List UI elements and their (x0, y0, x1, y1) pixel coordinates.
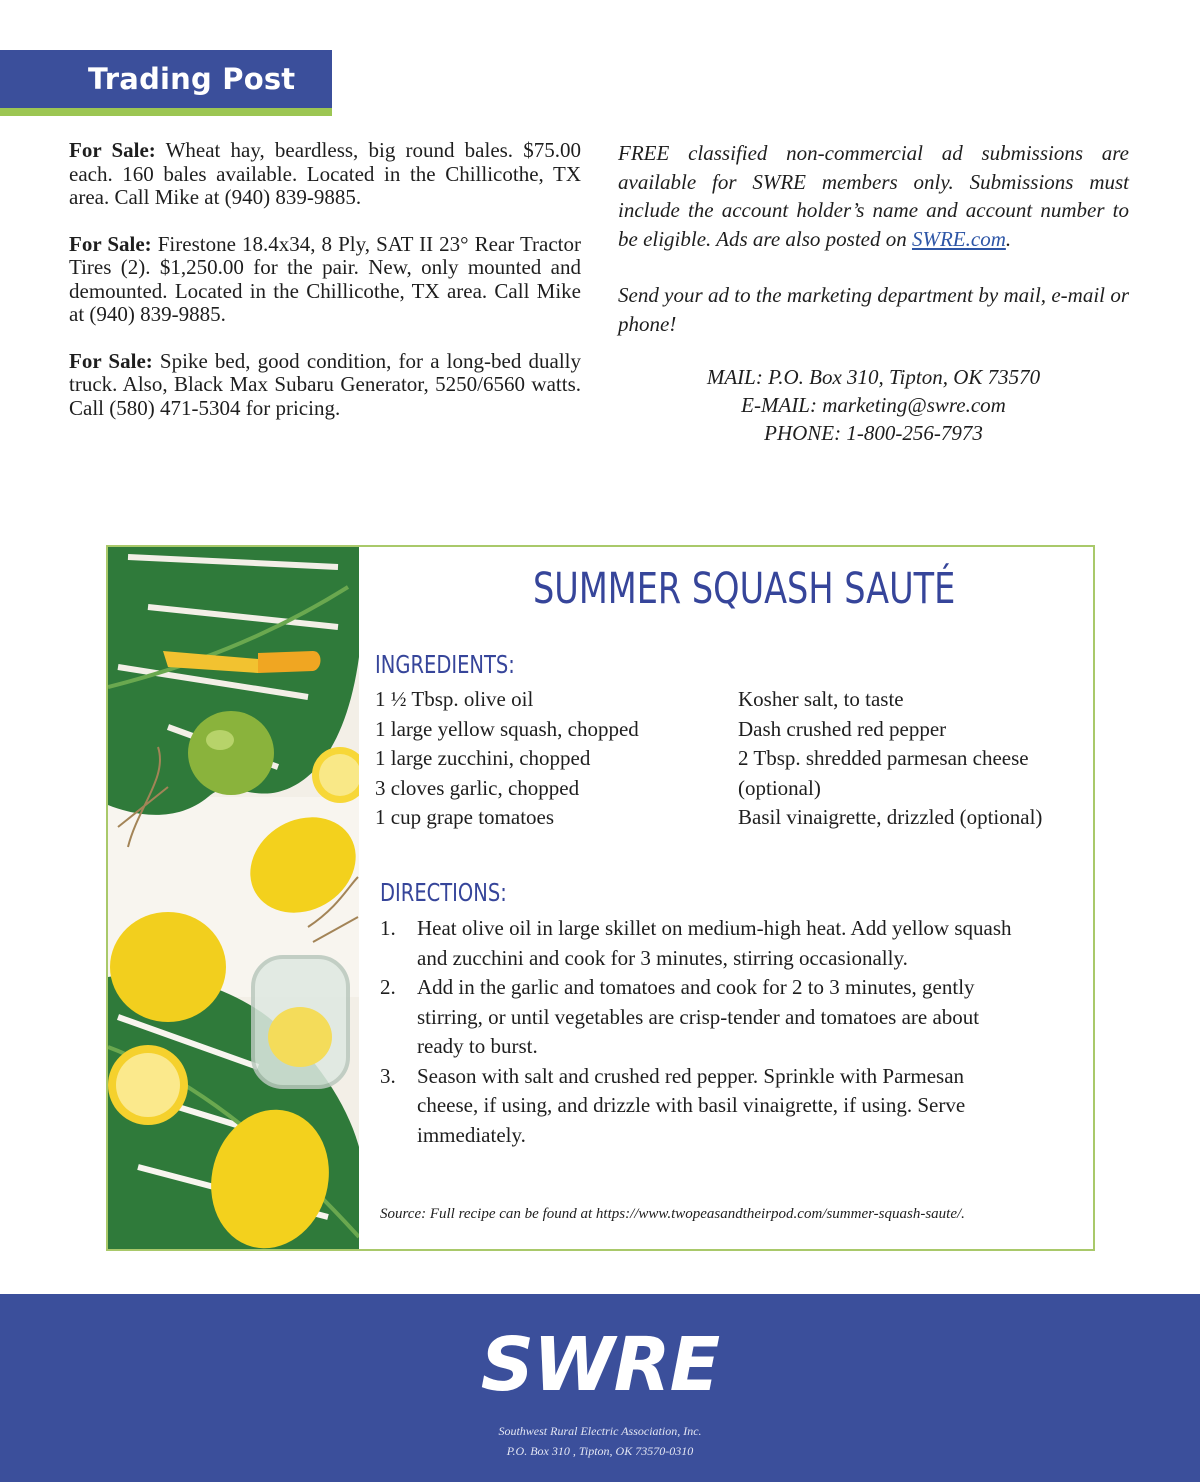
ad-text: Spike bed, good condition, for a long-bed dually truck. Also, Black Max Subaru Generator, 5250/6560 watts. Call (580) 471-5304 for pricing. (69, 348, 581, 420)
ingredient-item: 3 cloves garlic, chopped (375, 775, 580, 800)
contact-block (618, 363, 1129, 447)
step-line: Season with salt and crushed red pepper. Sprinkle with Parmesan (417, 1063, 965, 1088)
submission-info (618, 139, 1129, 338)
ingredient-item: Dash crushed red pepper (738, 716, 947, 741)
direction-step (380, 914, 1092, 973)
ad-label: For Sale: (69, 348, 153, 373)
step-line: Add in the garlic and tomatoes and cook for 2 to 3 minutes, gently (417, 975, 975, 999)
ingredients-left (375, 685, 639, 833)
ingredient-item: 1 large yellow squash, chopped (375, 716, 639, 741)
header-accent-stripe (0, 108, 332, 116)
step-number: 2. (380, 975, 396, 999)
direction-step (380, 973, 1092, 1062)
mail-address: MAIL: P.O. Box 310, Tipton, OK 73570 (706, 365, 1041, 389)
step-line: Heat olive oil in large skillet on medium-high heat. Add yellow squash (417, 916, 1012, 940)
phone-number: PHONE: 1-800-256-7973 (764, 421, 983, 445)
ingredients-heading: INGREDIENTS: (375, 650, 515, 679)
ingredient-item: (optional) (738, 775, 821, 800)
ad-label: For Sale: (69, 231, 152, 256)
ingredient-item: 2 Tbsp. shredded parmesan cheese (738, 746, 1029, 770)
footer (0, 1294, 1200, 1482)
directions-heading: DIRECTIONS: (380, 878, 507, 907)
ad-label: For Sale: (69, 138, 156, 162)
footer-address: P.O. Box 310 , Tipton, OK 73570-0310 (506, 1444, 694, 1458)
recipe-title: SUMMER SQUASH SAUTÉ (533, 564, 956, 614)
step-line: cheese, if using, and drizzle with basil vinaigrette, if using. Serve (417, 1093, 966, 1117)
ad-text: Wheat hay, beardless, big round bales. $75.00 each. 160 bales available. Located in the Chillicothe, TX area. Call Mike at (940) 839-9885. (69, 138, 581, 209)
step-number: 3. (380, 1063, 396, 1088)
step-line: immediately. (417, 1122, 526, 1147)
step-line: stirring, or until vegetables are crisp-tender and tomatoes are about (417, 1004, 980, 1029)
ingredient-item: 1 ½ Tbsp. olive oil (375, 687, 534, 711)
submission-intro (618, 139, 1129, 253)
classified-ads (69, 139, 581, 443)
classified-ad (69, 350, 581, 421)
classified-ad (69, 233, 581, 327)
intro-text: FREE classified non-commercial ad submissions are available for SWRE members only. Submissions must include the account holder’s name and account number to be eligible. Ads are also posted on (618, 141, 1129, 251)
step-line: ready to burst. (417, 1034, 538, 1058)
send-instructions: Send your ad to the marketing department by mail, e-mail or phone! (618, 283, 1129, 336)
section-title: Trading Post (88, 62, 296, 96)
recipe-source: Source: Full recipe can be found at https://www.twopeasandtheirpod.com/summer-squash-saute/. (380, 1206, 965, 1222)
ad-text: Firestone 18.4x34, 8 Ply, SAT II 23° Rear Tractor Tires (2). $1,250.00 for the pair. New, only mounted and demounted. Located in the Chillicothe, TX area. Call Mike at (940) 839-9885. (69, 231, 581, 326)
ingredient-item: Basil vinaigrette, drizzled (optional) (738, 805, 1043, 829)
ingredient-item: Kosher salt, to taste (738, 687, 904, 711)
step-line: and zucchini and cook for 3 minutes, stirring occasionally. (417, 945, 908, 970)
swre-link[interactable]: SWRE.com (911, 226, 1006, 251)
recipe-photo (108, 547, 359, 1249)
ingredient-item: 1 cup grape tomatoes (375, 805, 555, 829)
ingredient-item: 1 large zucchini, chopped (375, 746, 591, 770)
step-number: 1. (380, 916, 396, 940)
direction-step (380, 1062, 1092, 1151)
email-address: E-MAIL: marketing@swre.com (741, 393, 1006, 417)
classified-ad (69, 139, 581, 210)
ingredients-right (738, 685, 1042, 833)
organization-name: Southwest Rural Electric Association, Inc. (498, 1424, 702, 1438)
recipe-card (106, 545, 1095, 1251)
directions-list (380, 914, 1092, 1150)
swre-logo: SWRE (480, 1322, 720, 1408)
intro-suffix: . (1005, 226, 1012, 251)
